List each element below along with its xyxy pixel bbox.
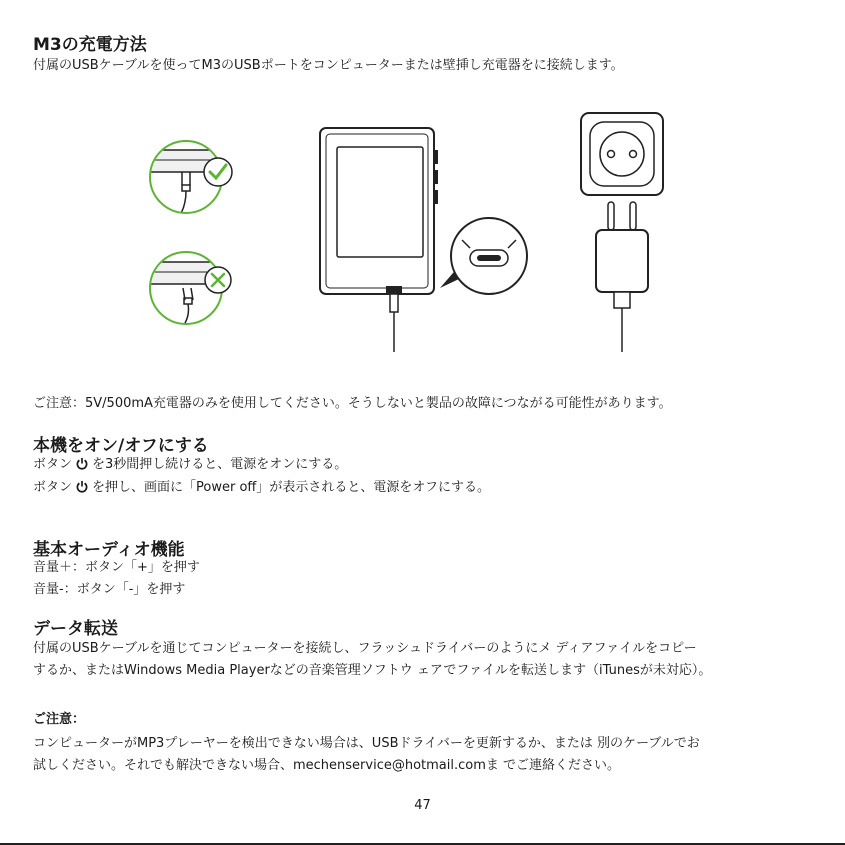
transfer-title: データ転送 [33,619,118,639]
power-title: 本機をオン/オフにする [33,436,209,456]
wall-charger-illustration [596,202,648,352]
volume-up-line: 音量＋：ボタン「+」を押す [33,560,200,575]
audio-title: 基本オーディオ機能 [33,540,185,560]
usb-port-callout [440,218,527,294]
page-number: 47 [414,798,431,813]
power-on-line: ボタン を3秒間押し続けると、電源をオンにする。 [33,457,348,472]
caution-line-1: コンピューターがMP3プレーヤーを検出できない場合は、USBドライバーを更新するか、または 別のケーブルでお [33,736,700,751]
wall-outlet-illustration [581,113,663,195]
charging-body: 付属のUSBケーブルを使ってM3のUSBポートをコンピューターまたは壁挿し充電器をに接続します。 [33,58,624,73]
wrong-connection-illustration [148,252,231,325]
charging-illustration [0,100,845,360]
charging-title: M3の充電方法 [33,35,147,55]
transfer-line-1: 付属のUSBケーブルを通じてコンピューターを接続し、フラッシュドライバーのようにメ ディアファイルをコピー [33,641,697,656]
volume-down-line: 音量-：ボタン「-」を押す [33,582,186,597]
caution-title: ご注意： [33,712,86,727]
mp3-player-illustration [320,128,438,352]
power-icon [75,457,89,470]
power-off-line: ボタン を押し、画面に「Power off」が表示されると、電源をオフにする。 [33,480,490,495]
correct-connection-illustration [148,141,232,215]
caution-line-2: 試しください。それでも解決できない場合、mechenservice@hotmail.comま でご連絡ください。 [33,758,621,773]
transfer-line-2: するか、またはWindows Media Playerなどの音楽管理ソフトウ ェアでファイルを転送します（iTunesが未対応）。 [33,663,712,678]
charging-note: ご注意：5V/500mA充電器のみを使用してください。そうしないと製品の故障につながる可能性があります。 [33,396,672,411]
power-icon [75,480,89,493]
check-icon [204,158,232,186]
